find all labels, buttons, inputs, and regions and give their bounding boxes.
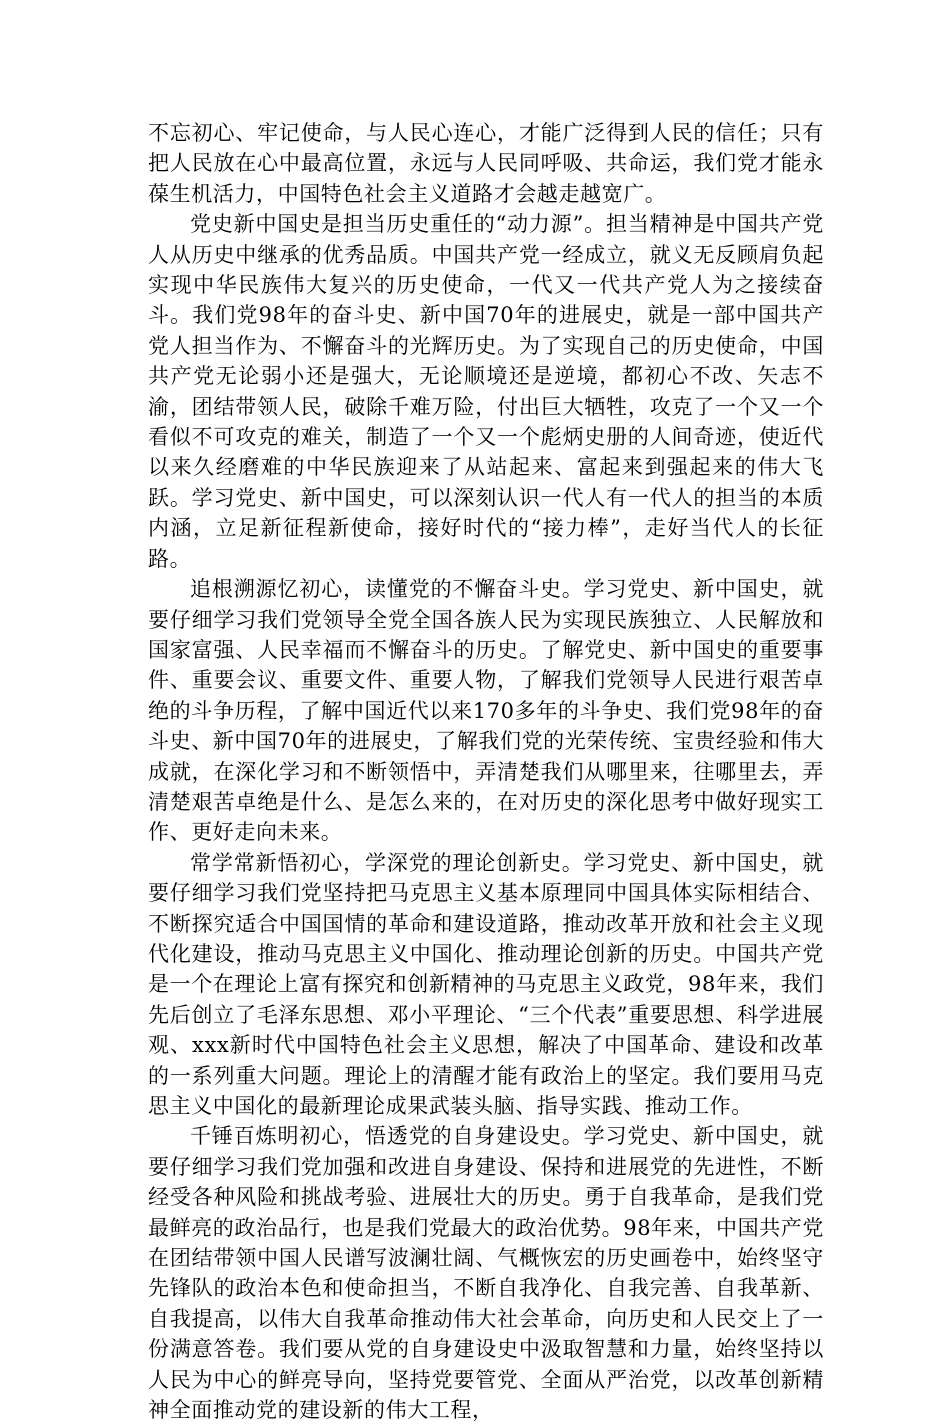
paragraph-responsibility: 党史新中国史是担当历史重任的“动力源”。担当精神是中国共产党人从历史中继承的优秀品质。中国共产党一经成立，就义无反顾肩负起实现中华民族伟大复兴的历史使命，一代又一代共产党人为之接续奋斗。我们党98年的奋斗史、新中国70年的进展史，就是一部中国共产党人担当作为、不懈奋斗的光辉历史。为了实现自己的历史使命，中国共产党无论弱小还是强大，无论顺境还是逆境，都初心不改、矢志不渝，团结带领人民，破除千难万险，付出巨大牺牲，攻克了一个又一个看似不可攻克的难关，制造了一个又一个彪炳史册的人间奇迹，使近代以来久经磨难的中华民族迎来了从站起来、富起来到强起来的伟大飞跃。学习党史、新中国史，可以深刻认识一代人有一代人的担当的本质内涵，立足新征程新使命，接好时代的“接力棒”，走好当代人的长征路。 [148, 212, 824, 571]
paragraph-continued: 不忘初心、牢记使命，与人民心连心，才能广泛得到人民的信任；只有把人民放在心中最高位置，永远与人民同呼吸、共命运，我们党才能永葆生机活力，中国特色社会主义道路才会越走越宽广。 [148, 121, 824, 206]
paragraph-self-building-history: 千锤百炼明初心，悟透党的自身建设史。学习党史、新中国史，就要仔细学习我们党加强和改进自身建设、保持和进展党的先进性，不断经受各种风险和挑战考验、进展壮大的历史。勇于自我革命，是我们党最鲜亮的政治品行，也是我们党最大的政治优势。98年来，中国共产党在团结带领中国人民谱写波澜壮阔、气概恢宏的历史画卷中，始终坚守先锋队的政治本色和使命担当，不断自我净化、自我完善、自我革新、自我提高，以伟大自我革命推动伟大社会革命，向历史和人民交上了一份满意答卷。我们要从党的自身建设史中汲取智慧和力量，始终坚持以人民为中心的鲜亮导向，坚持党要管党、全面从严治党，以改革创新精神全面推动党的建设新的伟大工程， [148, 1124, 824, 1423]
document-page [148, 118, 824, 1425]
paragraph-theory-history: 常学常新悟初心，学深党的理论创新史。学习党史、新中国史，就要仔细学习我们党坚持把马克思主义基本原理同中国具体实际相结合、不断探究适合中国国情的革命和建设道路，推动改革开放和社会主义现代化建设，推动马克思主义中国化、推动理论创新的历史。中国共产党是一个在理论上富有探究和创新精神的马克思主义政党，98年来，我们先后创立了毛泽东思想、邓小平理论、“三个代表”重要思想、科学进展观、xxx新时代中国特色社会主义思想，解决了中国革命、建设和改革的一系列重大问题。理论上的清醒才能有政治上的坚定。我们要用马克思主义中国化的最新理论成果武装头脑、指导实践、推动工作。 [148, 850, 824, 1118]
paragraph-struggle-history: 追根溯源忆初心，读懂党的不懈奋斗史。学习党史、新中国史，就要仔细学习我们党领导全党全国各族人民为实现民族独立、人民解放和国家富强、人民幸福而不懈奋斗的历史。了解党史、新中国史的重要事件、重要会议、重要文件、重要人物，了解我们党领导人民进行艰苦卓绝的斗争历程，了解中国近代以来170多年的斗争史、我们党98年的奋斗史、新中国70年的进展史，了解我们党的光荣传统、宝贵经验和伟大成就，在深化学习和不断领悟中，弄清楚我们从哪里来，往哪里去，弄清楚艰苦卓绝是什么、是怎么来的，在对历史的深化思考中做好现实工作、更好走向未来。 [148, 577, 824, 845]
